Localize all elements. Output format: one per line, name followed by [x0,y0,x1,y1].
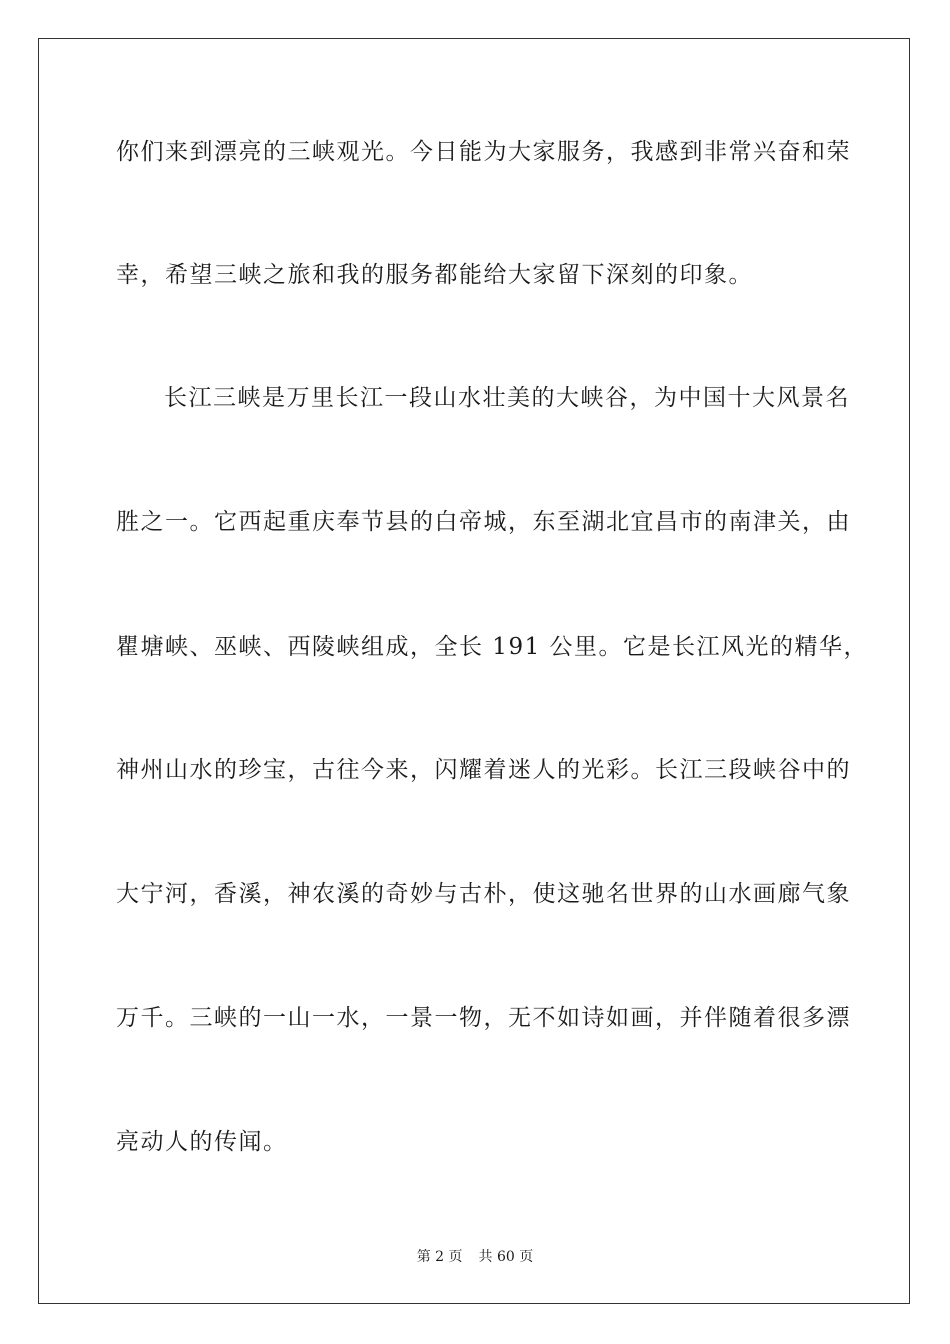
text-line-3: 长江三峡是万里长江一段山水壮美的大峡谷，为中国十大风景名 [164,385,850,411]
text-line-9: 亮动人的传闻。 [116,1129,288,1155]
text-line-6: 神州山水的珍宝，古往今来，闪耀着迷人的光彩。长江三段峡谷中的 [116,757,851,783]
text-line-2: 幸，希望三峡之旅和我的服务都能给大家留下深刻的印象。 [116,262,753,288]
page-footer [0,1248,950,1266]
page-total: 共 60 页 [478,1249,534,1265]
page-border [38,38,910,1304]
text-line-7: 大宁河，香溪，神农溪的奇妙与古朴，使这驰名世界的山水画廊气象 [116,881,851,907]
text-line-5: 瞿塘峡、巫峡、西陵峡组成，全长 191 公里。它是长江风光的精华， [116,634,869,660]
text-line-8: 万千。三峡的一山一水，一景一物，无不如诗如画，并伴随着很多漂 [116,1005,851,1031]
page-number: 第 2 页 [416,1249,463,1265]
text-line-1: 你们来到漂亮的三峡观光。今日能为大家服务，我感到非常兴奋和荣 [116,139,851,165]
text-line-4: 胜之一。它西起重庆奉节县的白帝城，东至湖北宜昌市的南津关，由 [116,509,851,535]
